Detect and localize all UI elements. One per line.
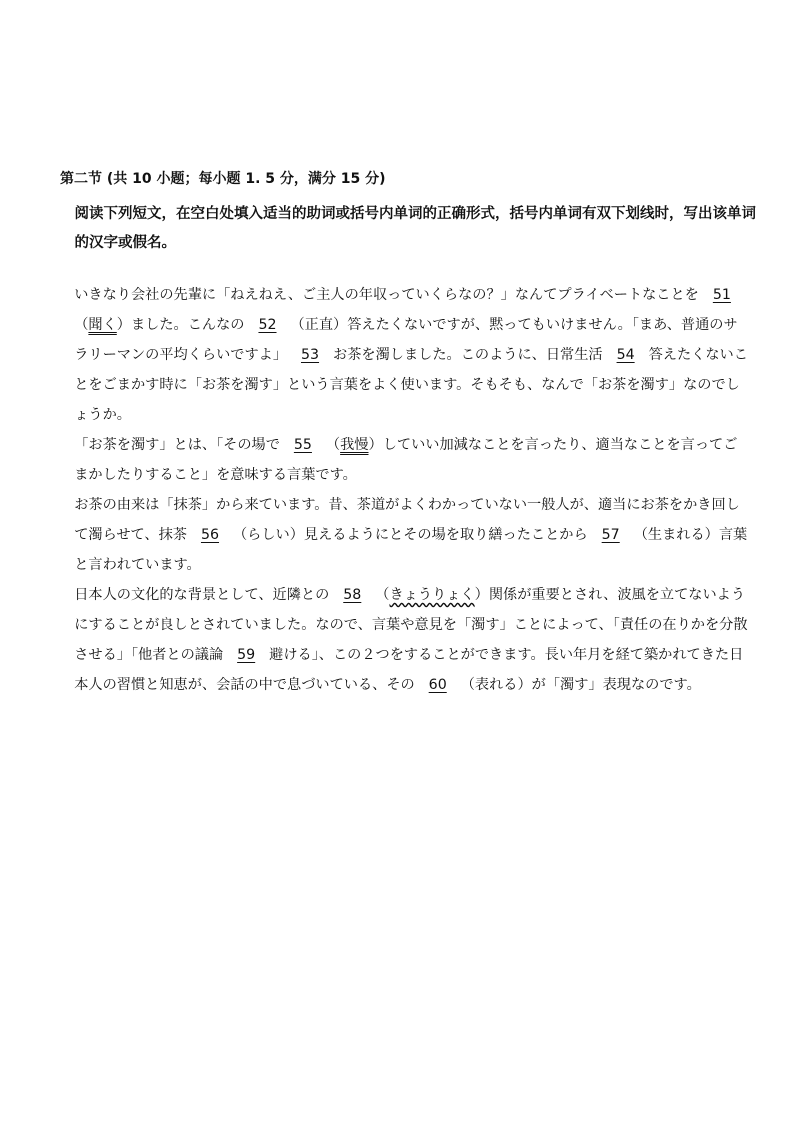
hint-55: 我慢	[340, 437, 369, 453]
text: 「お茶を濁す」とは、「その場で	[74, 437, 280, 453]
blank-52: 52	[258, 317, 277, 333]
blank-54: 54	[616, 347, 635, 363]
blank-57: 57	[601, 527, 620, 543]
hint-58: きょうりょく	[389, 587, 475, 603]
text: （らしい）見えるようにとその場を取り繕ったことから	[232, 527, 588, 543]
section-title: 第二节 (共 10 小题；每小题 1. 5 分，满分 15 分)	[60, 171, 386, 187]
blank-53: 53	[300, 347, 320, 363]
text: （	[74, 317, 89, 333]
paragraph-3	[60, 490, 750, 580]
text: ）関係が重要とされ、波風を立てないようにすることが良しとされていました。なので、言葉や意見を「濁す」ことによって、「責任の在りかを分散させる」「他者との議論	[74, 587, 748, 663]
blank-56: 56	[200, 527, 220, 543]
blank-51: 51	[712, 287, 731, 303]
blank-60: 60	[428, 677, 447, 693]
text: お茶を濁しました。このように、日常生活	[333, 347, 603, 363]
blank-58: 58	[343, 587, 362, 603]
text: いきなり会社の先輩に「ねえねえ、ご主人の年収っていくらなの？」なんてプライベートなことを	[74, 287, 699, 303]
hint-51: 聞く	[88, 317, 117, 333]
text: （生まれる）言葉と言われています。	[74, 527, 748, 573]
blank-59: 59	[237, 647, 256, 663]
text: （正直）答えたくないですが、黙ってもいけません。「まあ、普通のサラリーマンの平均くらいですよ」	[74, 317, 738, 363]
section-instruction: 阅读下列短文，在空白处填入适当的助词或括号内单词的正确形式，括号内单词有双下划线时，写出该单词的汉字或假名。	[74, 206, 756, 251]
text: （	[325, 437, 341, 453]
text: 答えたくないことをごまかす時に「お茶を濁す」という言葉をよく使います。そもそも、なんで「お茶を濁す」なのでしょうか。	[74, 347, 748, 423]
blank-55: 55	[293, 437, 312, 453]
paragraph-2	[60, 430, 750, 490]
paragraph-4	[60, 580, 750, 700]
passage	[60, 280, 750, 700]
text: 日本人の文化的な背景として、近隣との	[74, 587, 330, 603]
text: （	[375, 587, 390, 603]
paragraph-1	[60, 280, 750, 430]
text: ）ました。こんなの	[116, 317, 245, 333]
text: （表れる）が「濁す」表現なのです。	[460, 677, 701, 693]
text: お茶の由来は「抹茶」から来ています。昔、茶道がよくわかっていない一般人が、適当にお茶をかき回して濁らせて、抹茶	[74, 497, 740, 543]
text: ）していい加減なことを言ったり、適当なことを言ってごまかしたりすること」を意味する言葉です。	[74, 437, 738, 483]
text: 避ける」、この２つをすることができます。長い年月を経て築かれてきた日本人の習慣と知恵が、会話の中で息づいている、その	[74, 647, 744, 693]
